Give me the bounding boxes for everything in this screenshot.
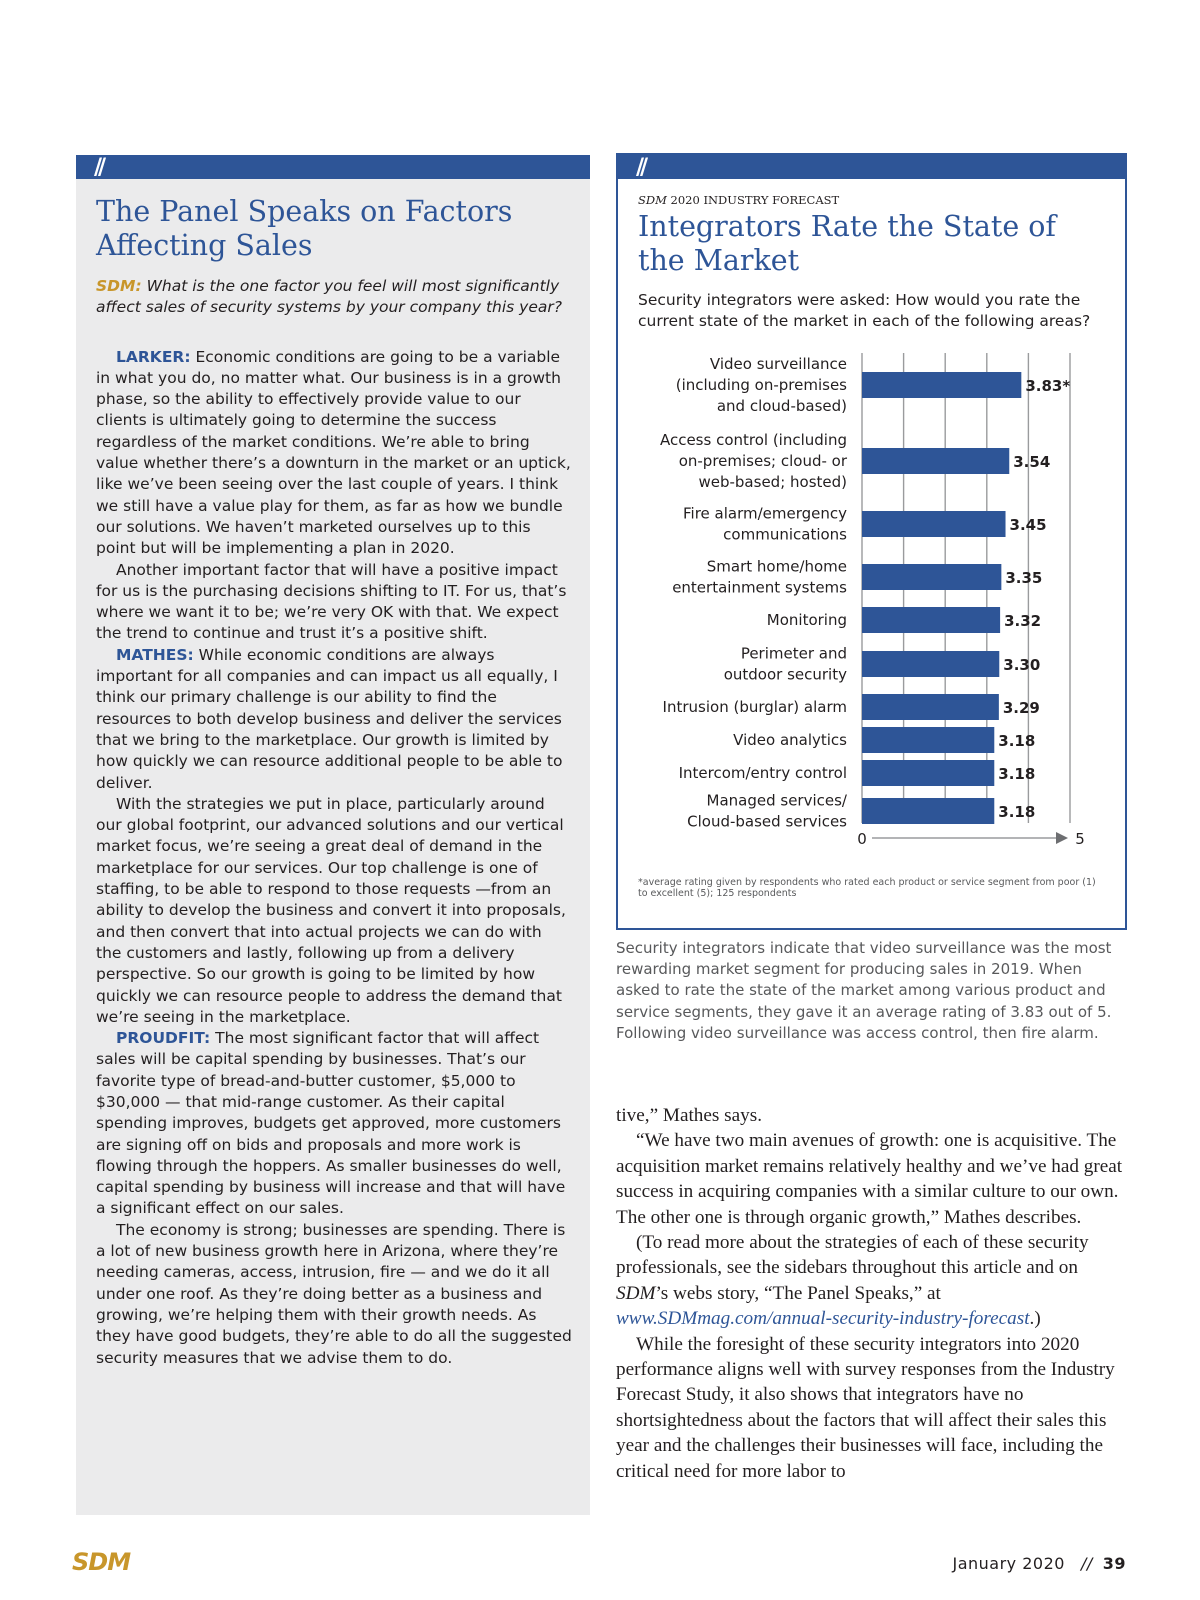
paragraph-text: Economic conditions are going to be a variable in what you do, no matter what. Our business is in a growth phase, so the ability to effectively provide value to our clients is ultimately going to determine the success regardless of the market conditions. We’re able to bring value whether there’s a downturn in the market or an uptick, like we’ve been seeing over the last couple of years. I think we still have a value play for them, as far as how we bundle our solutions. We haven’t marketed ourselves up to this point but will be implementing a plan in 2020.: [96, 347, 571, 558]
bar: [862, 511, 1006, 537]
article-link[interactable]: www.SDMmag.com/annual-security-industry-forecast: [616, 1308, 1030, 1330]
category-label: Smart home/home: [706, 557, 847, 576]
body-paragraph: [616, 1230, 1128, 1332]
bar-value-label: 3.35: [1005, 569, 1043, 587]
category-label: Fire alarm/emergency: [682, 504, 847, 523]
body-paragraph: “We have two main avenues of growth: one is acquisitive. The acquisition market remains relatively healthy and we’ve had great success in acquiring companies with a similar culture to our own. The other one is through organic growth,” Mathes describes.: [616, 1130, 1123, 1228]
issue-date: January 2020: [952, 1554, 1065, 1573]
double-slash-icon: //: [94, 154, 103, 180]
bar: [862, 694, 999, 720]
sidebar-paragraph: [96, 347, 572, 560]
kicker-sdm: SDM: [638, 193, 667, 207]
bar: [862, 651, 999, 677]
bar-value-label: 3.18: [998, 732, 1036, 750]
bar: [862, 372, 1021, 398]
category-label: Video surveillance: [709, 355, 847, 373]
category-label: Managed services/: [706, 791, 847, 810]
chart-footnote: *average rating given by respondents who rated each product or service segment from poor (1) to excellent (5); 125 respondents: [638, 877, 1096, 899]
paragraph-text: While economic conditions are always important for all companies and can impact us all equally, I think our primary challenge is our ability to find the resources to both develop business and deliver the services that we bring to the marketplace. Our growth is limited by how quickly we can resource additional people to be able to deliver.: [96, 645, 563, 792]
category-label: communications: [723, 525, 847, 544]
paragraph-text: The most significant factor that will affect sales will be capital spending by businesses. That’s our favorite type of bread-and-butter customer, $5,000 to $30,000 — that mid-range customer. As their capital spending improves, budgets get approved, more customers are signing off on bids and proposals and more work is flowing through the hoppers. As smaller businesses do well, capital spending by business will increase and that will have a significant effect on our sales.: [96, 1029, 566, 1218]
bar: [862, 798, 994, 824]
speaker-name: PROUDFIT:: [116, 1029, 211, 1048]
bar-value-label: 3.29: [1002, 699, 1040, 717]
category-label: Intercom/entry control: [678, 764, 847, 782]
paragraph-text: With the strategies we put in place, particularly around our global footprint, our advanced solutions and our vertical market focus, we’re seeing a great deal of demand in the marketplace for our services. Our top challenge is one of staffing, to be able to respond to those requests —from an ability to develop the business and convert it into proposals, and then convert that into actual projects we can do with the customers and lastly, following up from a delivery perspective. So our growth is going to be limited by how quickly we can resource people to address the demand that we’re seeing in the marketplace.: [96, 794, 566, 1026]
body-text: (To read more about the strategies of each of these security professionals, see the sidebars throughout this article and on: [616, 1232, 1089, 1279]
bar-value-label: 3.83*: [1025, 377, 1071, 395]
chart-title: Integrators Rate the State of the Market: [638, 210, 1056, 277]
x-tick-label: 0: [857, 830, 867, 848]
category-label: on-premises; cloud- or: [678, 452, 847, 470]
page-number: 39: [1102, 1554, 1126, 1573]
bar-value-label: 3.18: [998, 803, 1036, 821]
sidebar-panel-speaks: [76, 155, 590, 1515]
footer-date: [952, 1554, 1126, 1573]
sidebar-paragraph: [96, 645, 572, 794]
bar-chart: [618, 155, 1125, 930]
sidebar-paragraph: [96, 1220, 572, 1369]
question-label: SDM:: [96, 277, 142, 295]
sdm-logo: SDM: [72, 1548, 131, 1576]
x-tick-label: 5: [1075, 830, 1085, 848]
bar: [862, 564, 1001, 590]
speaker-name: MATHES:: [116, 645, 194, 664]
sidebar-title: The Panel Speaks on Factors Affecting Sales: [96, 195, 513, 262]
paragraph-text: Another important factor that will have a positive impact for us is the purchasing decisions shifting to IT. For us, that’s where we want it to be; we’re very OK with that. We expect the trend to continue and trust it’s a positive shift.: [96, 560, 567, 643]
bar: [862, 760, 994, 786]
kicker-text: 2020 INDUSTRY FORECAST: [666, 193, 840, 207]
category-label: and cloud-based): [716, 397, 847, 415]
chart-panel: [616, 153, 1127, 930]
category-label: (including on-premises: [675, 376, 847, 394]
axis-arrow-icon: [1056, 832, 1068, 844]
paragraph-text: The economy is strong; businesses are spending. There is a lot of new business growth here in Arizona, where they’re needing cameras, access, intrusion, fire — and we do it all under one roof. As they’re doing better as a business and growing, we’re helping them with their growth needs. As they have good budgets, they’re able to do all the suggested security measures that we advise them to do.: [96, 1220, 572, 1367]
bar-value-label: 3.45: [1009, 516, 1047, 534]
bar-value-label: 3.54: [1013, 453, 1051, 471]
body-paragraph: While the foresight of these security integrators into 2020 performance aligns well with survey responses from the Industry Forecast Study, it also shows that integrators have no shortsightedness about the factors that will affect their sales this year and the challenges their businesses will face, including the critical need for more labor to: [616, 1333, 1115, 1482]
body-text: .): [1029, 1308, 1041, 1330]
speaker-name: LARKER:: [116, 347, 191, 366]
category-label: Video analytics: [733, 731, 847, 749]
sidebar-paragraph: [96, 1028, 572, 1220]
body-paragraph: tive,” Mathes says.: [616, 1105, 763, 1126]
sidebar-question: [96, 276, 572, 319]
body-sdm: SDM: [616, 1282, 656, 1304]
category-label: Intrusion (burglar) alarm: [662, 698, 847, 716]
bar-value-label: 3.18: [998, 765, 1036, 783]
chart-caption: Security integrators indicate that video surveillance was the most rewarding market segment for producing sales in 2019. When asked to rate the state of the market among various product and service segments, they gave it an average rating of 3.83 out of 5. Following video surveillance was access control, then fire alarm.: [616, 939, 1112, 1042]
sidebar-paragraphs: [96, 347, 572, 1369]
chart-intro: Security integrators were asked: How would you rate the current state of the market in each of the following areas?: [638, 291, 1091, 330]
sidebar-top-bar: [76, 155, 590, 179]
bar: [862, 727, 994, 753]
category-label: Cloud-based services: [687, 812, 847, 831]
bar: [862, 607, 1000, 633]
category-label: Access control (including: [659, 431, 847, 449]
bar: [862, 448, 1009, 474]
sidebar-paragraph: [96, 560, 572, 645]
category-label: Perimeter and: [740, 644, 847, 663]
article-body: [616, 1103, 1128, 1484]
category-label: entertainment systems: [672, 578, 847, 597]
double-slash-icon: //: [636, 154, 645, 180]
footer-separator: //: [1080, 1554, 1093, 1573]
category-label: outdoor security: [723, 665, 847, 684]
category-label: Monitoring: [766, 611, 847, 629]
bar-value-label: 3.30: [1003, 656, 1041, 674]
sidebar-paragraph: [96, 794, 572, 1028]
question-text: What is the one factor you feel will most significantly affect sales of security systems by your company this year?: [96, 277, 562, 317]
body-text: ’s webs story, “The Panel Speaks,” at: [655, 1282, 941, 1304]
bar-value-label: 3.32: [1004, 612, 1042, 630]
category-label: web-based; hosted): [698, 473, 847, 491]
